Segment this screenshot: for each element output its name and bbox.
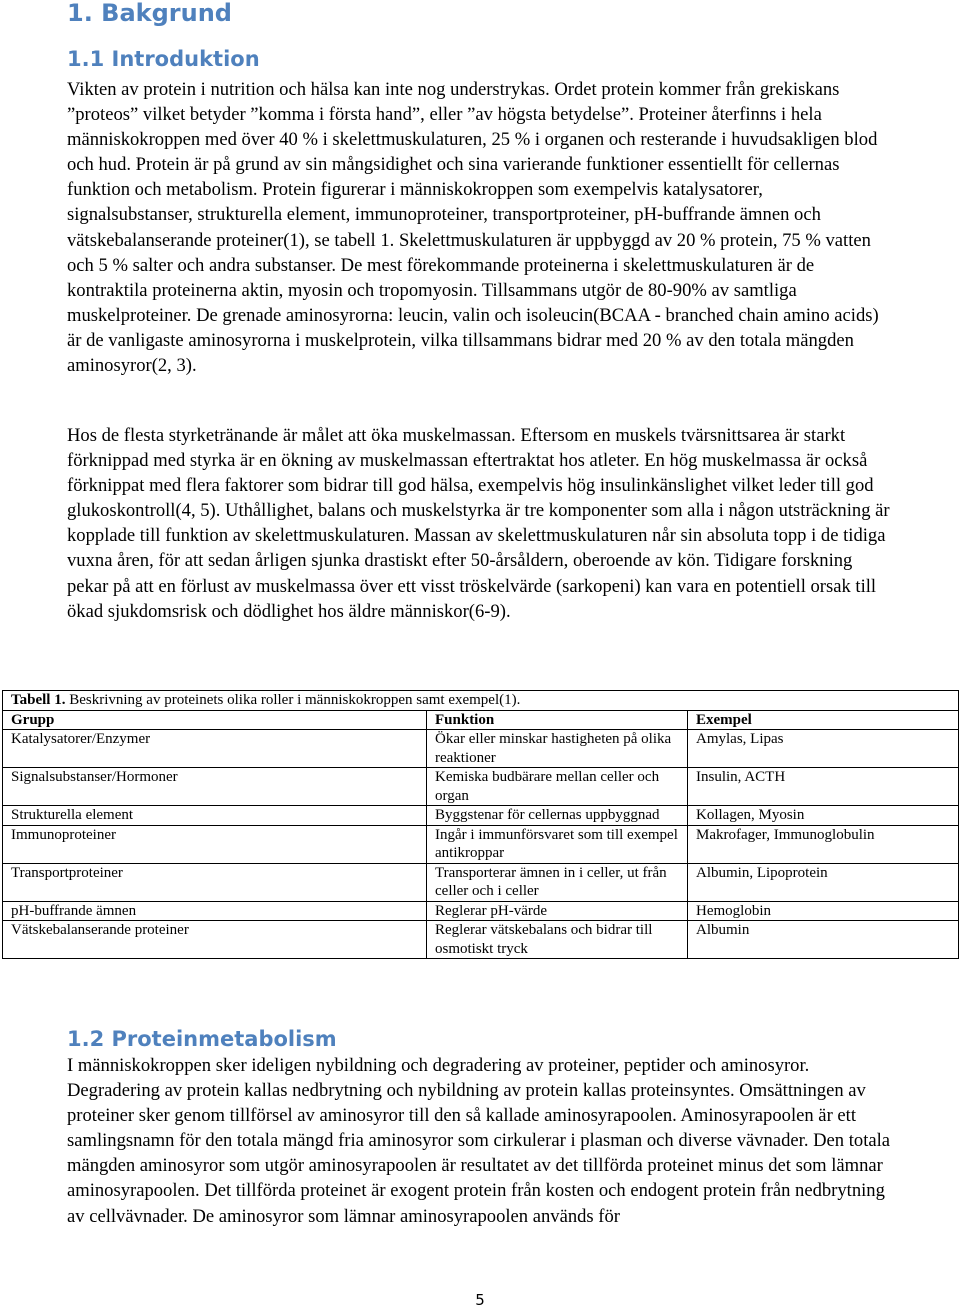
table-header-funktion: Funktion xyxy=(427,710,688,730)
table-cell-exempel: Amylas, Lipas xyxy=(688,730,959,768)
table-cell-funktion: Reglerar pH-värde xyxy=(427,901,688,921)
page-number: 5 xyxy=(475,1291,485,1309)
table-caption xyxy=(3,691,959,711)
subsection-heading-introduktion: 1.1 Introduktion xyxy=(67,47,260,71)
table-cell-exempel: Kollagen, Myosin xyxy=(688,806,959,826)
table-cell-grupp: pH-buffrande ämnen xyxy=(3,901,427,921)
table-cell-funktion: Reglerar vätskebalans och bidrar till osmotiskt tryck xyxy=(427,921,688,959)
table-cell-grupp: Vätskebalanserande proteiner xyxy=(3,921,427,959)
metabolism-paragraph-1: I människokroppen sker ideligen nybildning och degradering av proteiner, peptider och aminosyror. Degradering av protein kallas nedbrytning och nybildning av protein kallas proteinsyntes. Omsättningen av proteiner sker genom tillförsel av aminosyror till den så kallade aminosyrapoolen. Aminosyrapoolen är ett samlingsnamn för den totala mängd fria aminosyror som cirkulerar i plasman och diverse vävnader. Den totala mängden aminosyror som utgör aminosyrapoolen är resultatet av det tillförda proteinet minus det som lämnar aminosyrapoolen. Det tillförda proteinet är exogent protein från kosten och endogent protein från nedbrytning av cellvävnader. De aminosyror som lämnar aminosyrapoolen används för xyxy=(67,1055,891,1227)
table-cell-funktion: Byggstenar för cellernas uppbyggnad xyxy=(427,806,688,826)
table-header-row xyxy=(3,710,959,730)
table-caption-label: Tabell 1. xyxy=(11,692,66,708)
table-cell-funktion: Transporterar ämnen in i celler, ut från celler och i celler xyxy=(427,863,688,901)
table-cell-exempel: Albumin, Lipoprotein xyxy=(688,863,959,901)
table-caption-text: Beskrivning av proteinets olika roller i människokroppen samt exempel(1). xyxy=(65,692,521,708)
protein-roles-table xyxy=(2,690,959,959)
table-caption-row xyxy=(3,691,959,711)
table-header-exempel: Exempel xyxy=(688,710,959,730)
table-row xyxy=(3,806,959,826)
table-cell-grupp: Immunoproteiner xyxy=(3,825,427,863)
table-cell-exempel: Insulin, ACTH xyxy=(688,768,959,806)
table-row xyxy=(3,901,959,921)
section-heading: 1. Bakgrund xyxy=(67,0,232,27)
table-cell-funktion: Ökar eller minskar hastigheten på olika reaktioner xyxy=(427,730,688,768)
table-header-grupp: Grupp xyxy=(3,710,427,730)
table-cell-grupp: Katalysatorer/Enzymer xyxy=(3,730,427,768)
table-cell-exempel: Makrofager, Immunoglobulin xyxy=(688,825,959,863)
table-cell-grupp: Signalsubstanser/Hormoner xyxy=(3,768,427,806)
table-row xyxy=(3,768,959,806)
table-cell-exempel: Albumin xyxy=(688,921,959,959)
table-cell-exempel: Hemoglobin xyxy=(688,901,959,921)
subsection-heading-proteinmetabolism: 1.2 Proteinmetabolism xyxy=(67,1027,337,1051)
intro-paragraph-2: Hos de flesta styrketränande är målet att öka muskelmassan. Eftersom en muskels tvärsnittsarea är starkt förknippad med styrka är en ökning av muskelmassan eftertraktat hos atleter. En hög muskelmassa är också förknippat med flera faktorer som bidrar till god hälsa, exempelvis hög insulinkänslighet vilket leder till god glukoskontroll(4, 5). Uthållighet, balans och muskelstyrka är tre komponenter som alla i någon utsträckning är kopplade till funktion av skelettmuskulaturen. Massan av skelettmuskulaturen når sin absoluta topp i de tidiga vuxna åren, för att sedan årligen sjunka drastiskt efter 50-årsåldern, oberoende av kön. Tidigare forskning pekar på att en förlust av muskelmassa över ett visst tröskelvärde (sarkopeni) kan vara en potentiell orsak till ökad sjukdomsrisk och dödlighet hos äldre människor(6-9). xyxy=(67,425,890,622)
intro-paragraph-1: Vikten av protein i nutrition och hälsa kan inte nog understrykas. Ordet protein kommer från grekiskans ”proteos” vilket betyder ”komma i första hand”, eller ”av högsta betydelse”. Proteiner återfinns i hela människokroppen med över 40 % i skelettmuskulaturen, 25 % i organen och resterande i huvudsakligen blod och hud. Protein är på grund av sin mångsidighet och sina varierande funktioner essentiellt för cellernas funktion och metabolism. Protein figurerar i människokroppen som exempelvis katalysatorer, signalsubstanser, strukturella element, immunoproteiner, transportproteiner, pH-buffrande ämnen och vätskebalanserande proteiner(1), se tabell 1. Skelettmuskulaturen är uppbyggd av 20 % protein, 75 % vatten och 5 % salter och andra substanser. De mest förekommande proteinerna i skelettmuskulaturen är de kontraktila proteinerna aktin, myosin och tropomyosin. Tillsammans utgör de 80-90% av samtliga muskelproteiner. De grenade aminosyrorna: leucin, valin och isoleucin(BCAA - branched chain amino acids) är de vanligaste aminosyrorna i muskelprotein, vilka tillsammans bidrar med 20 % av den totala mängden aminosyror(2, 3). xyxy=(67,79,879,377)
table-row xyxy=(3,825,959,863)
protein-roles-table-container xyxy=(2,690,958,959)
table-cell-grupp: Transportproteiner xyxy=(3,863,427,901)
table-row xyxy=(3,730,959,768)
table-cell-funktion: Kemiska budbärare mellan celler och organ xyxy=(427,768,688,806)
table-cell-grupp: Strukturella element xyxy=(3,806,427,826)
table-row xyxy=(3,921,959,959)
table-row xyxy=(3,863,959,901)
table-cell-funktion: Ingår i immunförsvaret som till exempel antikroppar xyxy=(427,825,688,863)
